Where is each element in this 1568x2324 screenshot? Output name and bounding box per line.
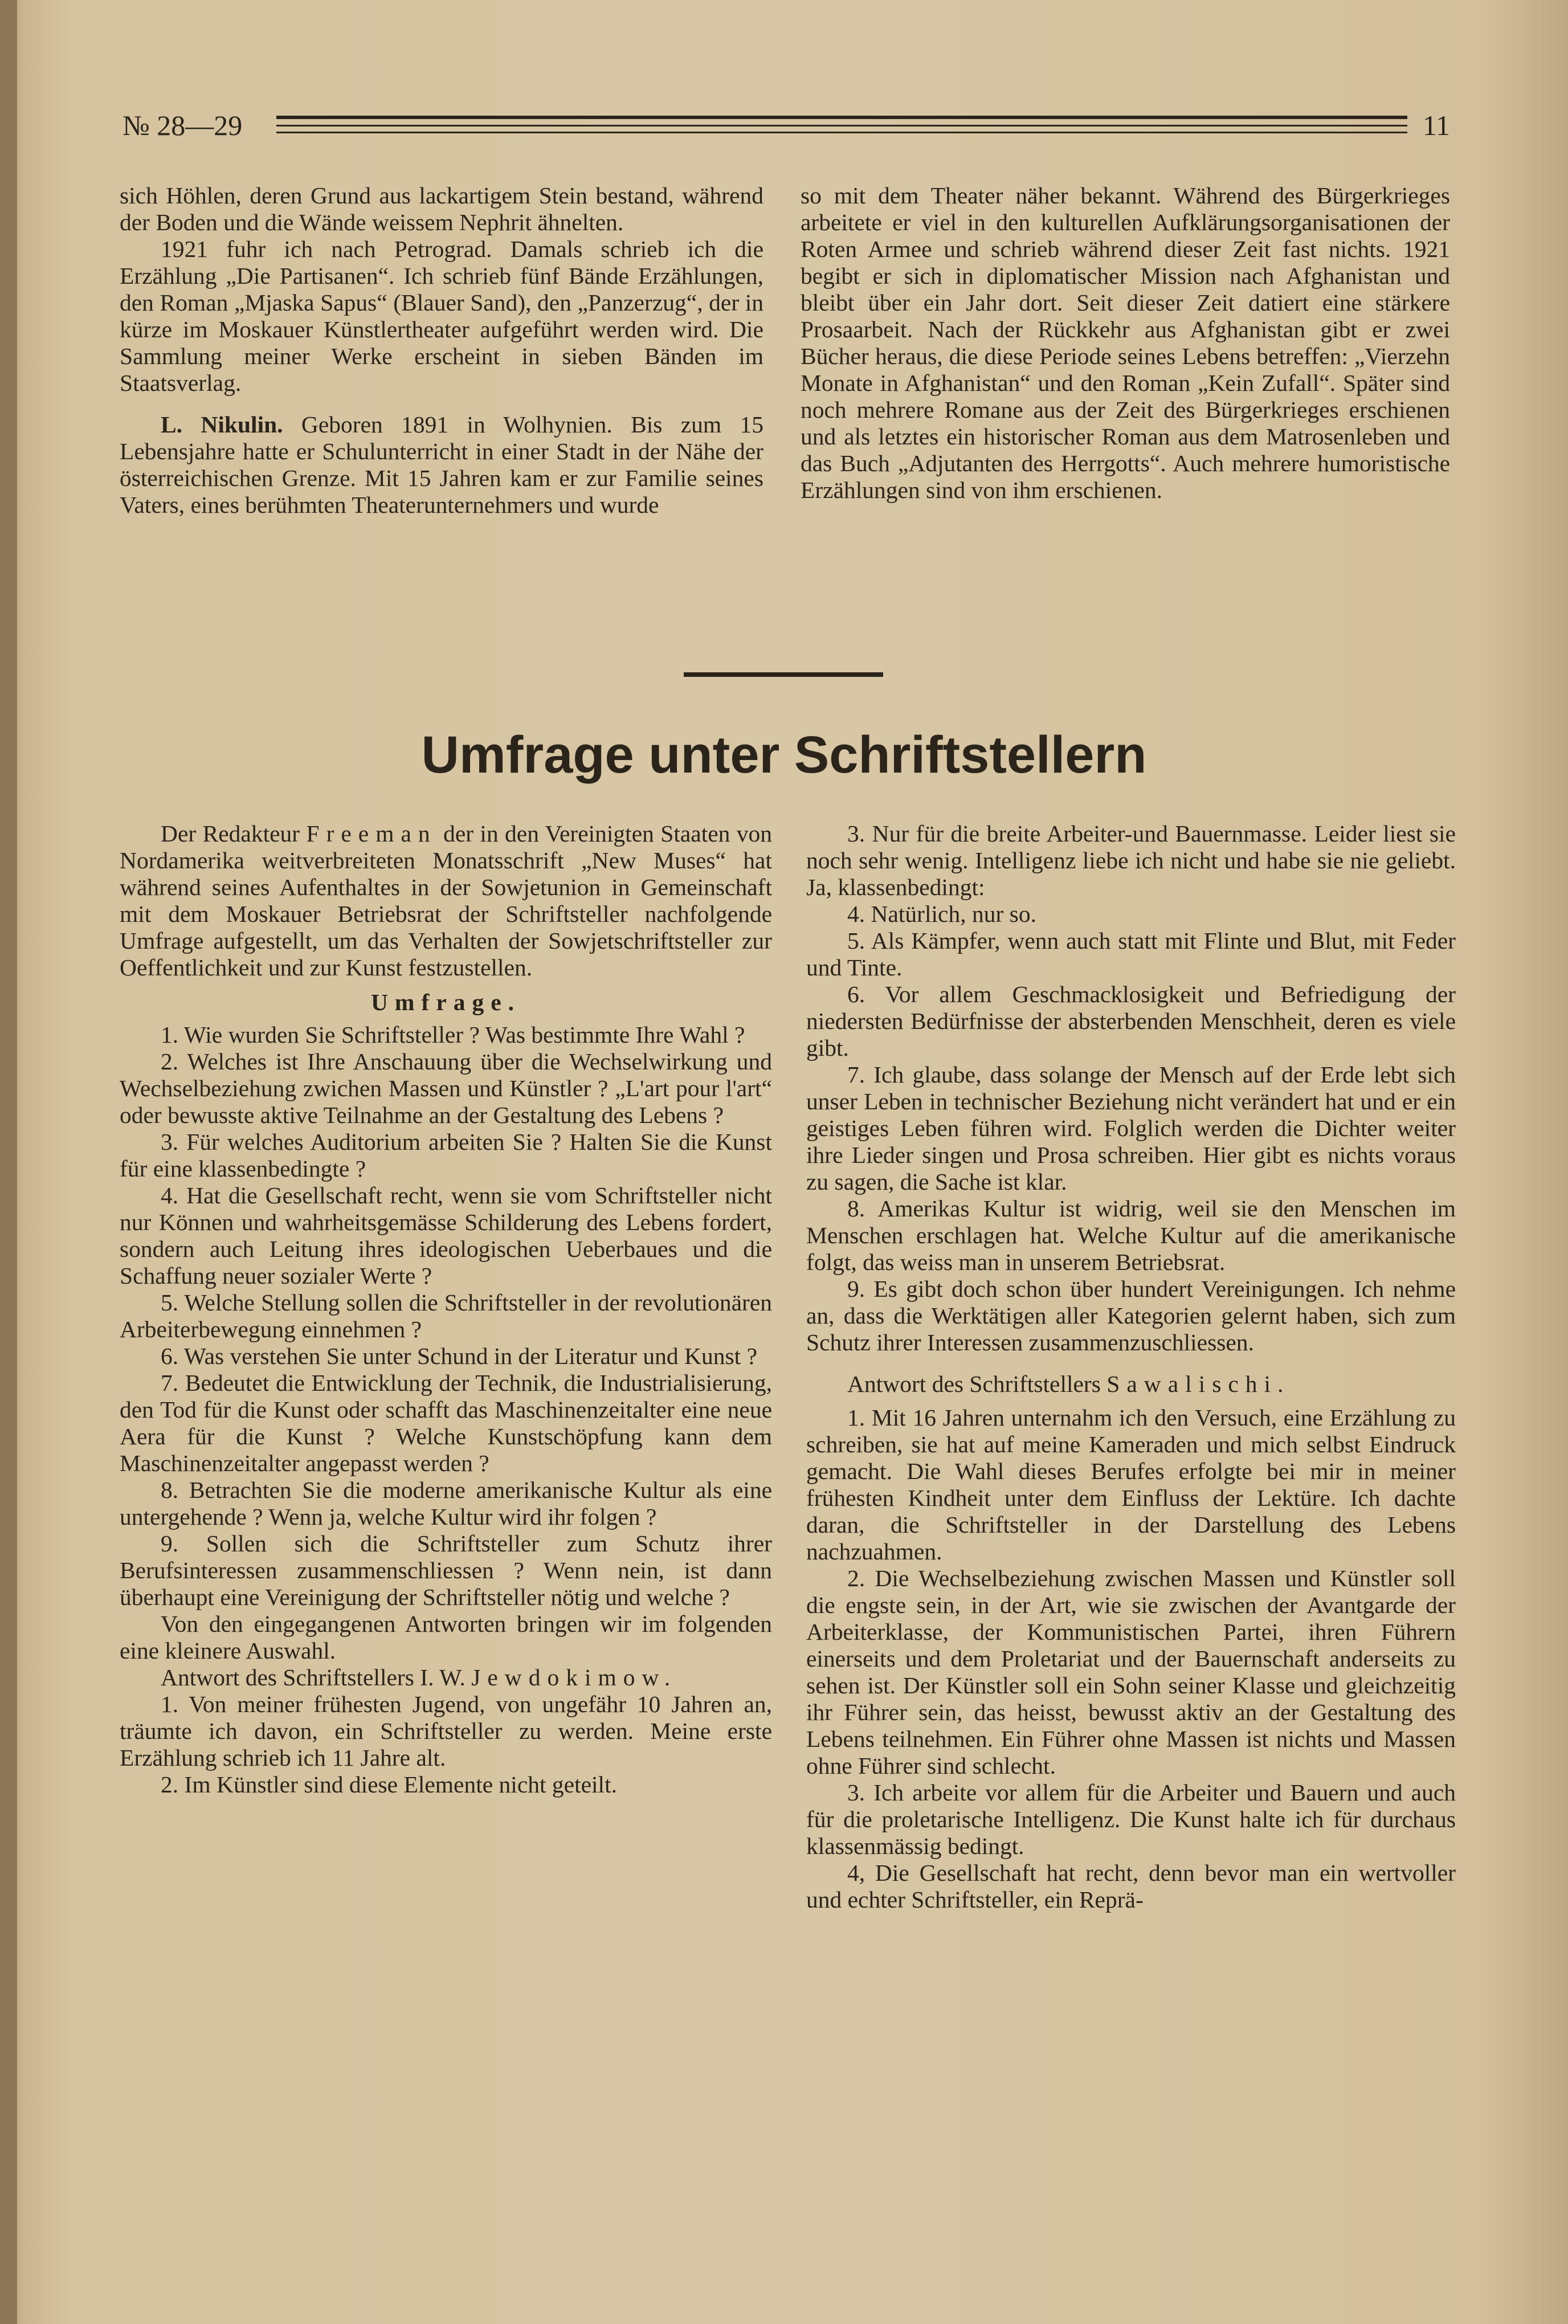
paragraph: so mit dem Theater näher bekannt. Während des Bürgerkrieges arbeitete er viel in den kulturellen Aufklärungsorganisationen der Roten Armee und schrieb während dieser Zeit fast nichts. 1921 begibt er sich in diplomatischer Mission nach Afghanistan und bleibt über ein Jahr dort. Seit dieser Zeit datiert eine stärkere Prosaarbeit. Nach der Rückkehr aus Afghanistan gibt er zwei Bücher heraus, die diese Periode seines Lebens betreffen: „Vierzehn Monate in Afghanistan“ und den Roman „Kein Zufall“. Später sind noch mehrere Romane aus der Zeit des Bürgerkrieges erschienen und als letztes ein historischer Roman aus dem Matrosenleben und das Buch „Adjutanten des Herrgotts“. Auch mehrere humoristische Erzählungen sind von ihm erschienen. — [801, 182, 1450, 503]
section-divider — [684, 672, 883, 677]
answer: 7. Ich glaube, dass solange der Mensch auf der Erde lebt sich unser Leben in technischer Beziehung nicht verändert hat und er ein geistiges Leben führen wird. Folglich werden die Dichter weiter ihre Lieder singen und Prosa schreiben. Hier gibt es nichts voraus zu sagen, die Sache ist klar. — [806, 1061, 1456, 1195]
question: 7. Bedeutet die Entwicklung der Technik, die Industrialisierung, den Tod für die Kunst oder schafft das Maschinenzeitalter eine neue Aera für die Kunst ? Welche Kunstschöpfung kann dem Maschinenzeitalter angepasst werden ? — [120, 1370, 772, 1476]
question: 9. Sollen sich die Schriftsteller zum Schutz ihrer Berufsinteressen zusammenschliessen ? Wenn nein, ist dann überhaupt eine Vereinigung der Schriftsteller nötig und welche ? — [120, 1530, 772, 1610]
transition-paragraph: Von den eingegangenen Antworten bringen wir im folgenden eine kleinere Auswahl. — [120, 1611, 772, 1664]
answer-heading-text: Antwort des Schriftstellers I. W. — [161, 1664, 472, 1690]
article-title: Umfrage unter Schriftstellern — [421, 726, 1147, 784]
bottom-right-column — [806, 820, 1456, 1913]
question: 6. Was verstehen Sie unter Schund in der Literatur und Kunst ? — [161, 1343, 757, 1369]
answer: 4. Natürlich, nur so. — [847, 901, 1036, 927]
answer-heading — [806, 1371, 1456, 1398]
answer: 4, Die Gesellschaft hat recht, denn bevor man ein wertvoller und echter Schriftsteller, ein Reprä- — [806, 1860, 1456, 1913]
header-rule — [276, 116, 1407, 119]
page-header — [122, 105, 1450, 145]
header-rule-thin — [276, 125, 1407, 126]
intro-text: Der Redakteur — [161, 820, 307, 847]
respondent-name: Sawalischi. — [1106, 1371, 1291, 1397]
question: 5. Welche Stellung sollen die Schriftsteller in der revolutionären Arbeiterbewegung einnehmen ? — [120, 1289, 772, 1342]
question: 2. Welches ist Ihre Anschauung über die Wechselwirkung und Wechselbeziehung zwichen Massen und Künstler ? „L'art pour l'art“ oder bewusste aktive Teilnahme an der Gestaltung des Lebens ? — [120, 1048, 772, 1128]
answer: 1. Mit 16 Jahren unternahm ich den Versuch, eine Erzählung zu schreiben, sie hat auf meine Kameraden und mich selbst Eindruck gemacht. Die Wahl dieses Berufes erfolgte bei mir in meiner frühesten Kindheit unter dem Einfluss der Lektüre. Ich dachte daran, die Schriftsteller in der Darstellung des Lebens nachzuahmen. — [806, 1404, 1456, 1565]
author-bio: Geboren 1891 in Wolhynien. Bis zum 15 Lebensjahre hatte er Schulunterricht in einer Stadt in der Nähe der österreichischen Grenze. Mit 15 Jahren kam er zur Familie seines Vaters, eines berühmten Theaterunternehmers und wurde — [120, 411, 764, 518]
paragraph: 1921 fuhr ich nach Petrograd. Damals schrieb ich die Erzählung „Die Partisanen“. Ich schrieb fünf Bände Erzählungen, den Roman „Mjaska Sapus“ (Blauer Sand), den „Panzerzug“, der in kürze im Moskauer Künstlertheater aufgeführt werden wird. Die Sammlung meiner Werke erscheint in sieben Bänden im Staatsverlag. — [120, 236, 763, 396]
intro-paragraph — [120, 820, 772, 981]
page-number: 11 — [1422, 109, 1450, 141]
question: 8. Betrachten Sie die moderne amerikanische Kultur als eine untergehende ? Wenn ja, welche Kultur wird ihr folgen ? — [120, 1477, 772, 1530]
respondent-name: Jewdokimow. — [471, 1664, 677, 1690]
bottom-left-column — [120, 820, 772, 1798]
binding-gutter — [0, 0, 17, 2324]
header-rule-thin-2 — [276, 132, 1407, 133]
answer: 3. Nur für die breite Arbeiter-und Bauernmasse. Leider liest sie noch sehr wenig. Intelligenz liebe ich nicht und habe sie nie geliebt. Ja, klassenbedingt: — [806, 820, 1456, 900]
question: 1. Wie wurden Sie Schriftsteller ? Was bestimmte Ihre Wahl ? — [161, 1022, 745, 1048]
answer: 8. Amerikas Kultur ist widrig, weil sie den Menschen im Menschen erschlagen hat. Welche Kultur auf die amerikanische folgt, das weiss man in unserem Betriebsrat. — [806, 1195, 1456, 1275]
answer: 3. Ich arbeite vor allem für die Arbeiter und Bauern und auch für die proletarische Intelligenz. Die Kunst halte ich für durchaus klassenmässig bedingt. — [806, 1779, 1456, 1859]
answer: 5. Als Kämpfer, wenn auch statt mit Flinte und Blut, mit Feder und Tinte. — [806, 928, 1456, 981]
answer: 6. Vor allem Geschmacklosigkeit und Befriedigung der niedersten Bedürfnisse der absterbenden Menschheit, deren es viele gibt. — [806, 981, 1456, 1061]
answer: 2. Im Künstler sind diese Elemente nicht geteilt. — [161, 1771, 617, 1798]
answer: 9. Es gibt doch schon über hundert Vereinigungen. Ich nehme an, dass die Werktätigen aller Kategorien gelernt haben, sich zum Schutz ihrer Interessen zusammenzuschliessen. — [806, 1276, 1456, 1355]
paragraph: sich Höhlen, deren Grund aus lackartigem Stein bestand, während der Boden und die Wände weissem Nephrit ähnelten. — [120, 182, 763, 235]
editor-name: Freeman — [306, 820, 437, 847]
issue-number: № 28—29 — [122, 109, 243, 141]
nikulin-paragraph — [120, 411, 763, 518]
intro-text-cont: der in den Vereinigten Staaten von Nordamerika weitverbreiteten Monatsschrift „New Muses“ hat während seines Aufenthaltes in der Sowjetunion in Gemeinschaft mit dem Moskauer Betriebsrat der Schriftsteller nachfolgende Umfrage aufgestellt, um das Verhalten der Sowjetschriftsteller zur Oeffentlichkeit und zur Kunst festzustellen. — [120, 820, 773, 981]
survey-heading: Umfrage. — [370, 989, 521, 1015]
top-right-column — [801, 182, 1450, 504]
question: 3. Für welches Auditorium arbeiten Sie ? Halten Sie die Kunst für eine klassenbedingte ? — [120, 1129, 772, 1182]
question: 4. Hat die Gesellschaft recht, wenn sie vom Schriftsteller nicht nur Können und wahrheitsgemässe Schilderung des Lebens fordert, sondern auch Leitung ihres ideologischen Ueberbaues und die Schaffung neuer sozialer Werte ? — [120, 1182, 772, 1289]
answer: 1. Von meiner frühesten Jugend, von ungefähr 10 Jahren an, träumte ich davon, ein Schriftsteller zu werden. Meine erste Erzählung schrieb ich 11 Jahre alt. — [120, 1691, 772, 1771]
top-left-column — [120, 182, 763, 518]
answer-heading — [120, 1664, 772, 1691]
answer: 2. Die Wechselbeziehung zwischen Massen und Künstler soll die engste sein, in der Art, wie sie zwischen der Avantgarde der Arbeiterklasse, der Kommunistischen Partei, ihren Führern einerseits und dem Proletariat und der Bauernschaft anderseits zu sehen ist. Der Künstler soll ein Sohn seiner Klasse und gleichzeitig ihr Führer sein, das heisst, bewusst aktiv an der Gestaltung des Lebens teilnehmen. Ein Führer ohne Massen ist nichts und Massen ohne Führer sind schlecht. — [806, 1565, 1456, 1779]
answer-heading-text: Antwort des Schriftstellers — [847, 1371, 1107, 1397]
author-name: L. Nikulin. — [161, 411, 283, 438]
